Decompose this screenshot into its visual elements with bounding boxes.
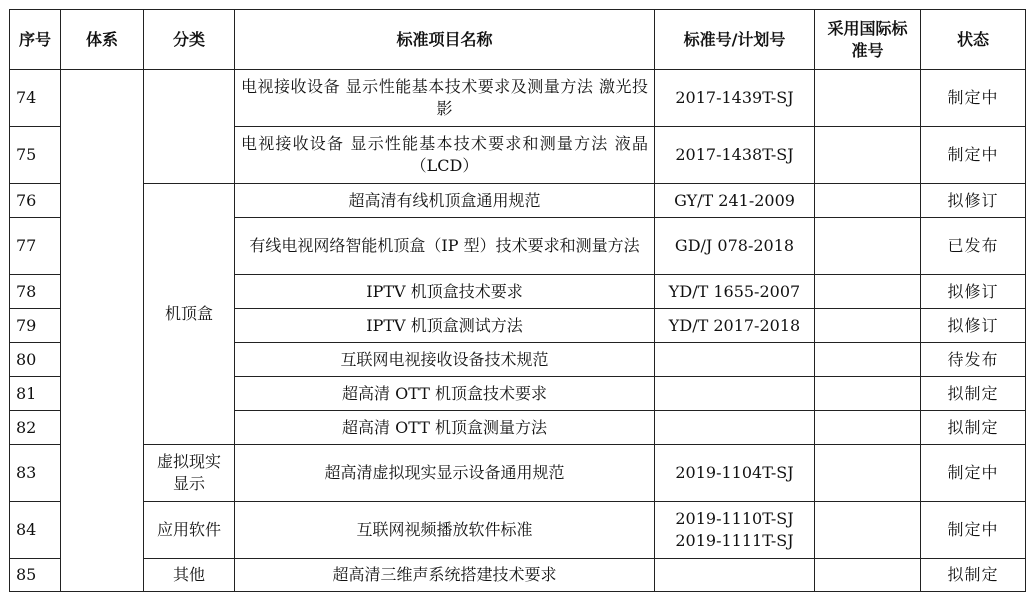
row-index: 84 (10, 502, 61, 559)
header-code: 标准号/计划号 (655, 10, 815, 70)
row-code (655, 377, 815, 411)
row-index: 82 (10, 411, 61, 445)
row-code (655, 502, 815, 559)
row-name: 超高清 OTT 机顶盒技术要求 (235, 377, 655, 411)
category-app-software: 应用软件 (144, 502, 235, 559)
row-index: 77 (10, 218, 61, 275)
row-name: 电视接收设备 显示性能基本技术要求及测量方法 激光投影 (235, 70, 655, 127)
header-name: 标准项目名称 (235, 10, 655, 70)
table-row (10, 502, 1026, 559)
row-index: 85 (10, 559, 61, 592)
row-name: IPTV 机顶盒测试方法 (235, 309, 655, 343)
row-status: 拟修订 (921, 184, 1026, 218)
category-cell-empty (144, 70, 235, 184)
row-index: 83 (10, 445, 61, 502)
row-intl (815, 411, 921, 445)
row-code (655, 343, 815, 377)
row-code: GY/T 241-2009 (655, 184, 815, 218)
row-index: 75 (10, 127, 61, 184)
row-status: 拟修订 (921, 275, 1026, 309)
category-vr-display: 虚拟现实显示 (144, 445, 235, 502)
row-code: YD/T 2017-2018 (655, 309, 815, 343)
table-row (10, 445, 1026, 502)
header-status: 状态 (921, 10, 1026, 70)
row-status: 制定中 (921, 70, 1026, 127)
table-row (10, 70, 1026, 127)
row-name: 超高清 OTT 机顶盒测量方法 (235, 411, 655, 445)
row-status: 拟制定 (921, 559, 1026, 592)
header-intl: 采用国际标准号 (815, 10, 921, 70)
system-cell (61, 70, 144, 592)
row-intl (815, 377, 921, 411)
row-status: 制定中 (921, 502, 1026, 559)
row-intl (815, 70, 921, 127)
table-row (10, 184, 1026, 218)
row-name: 有线电视网络智能机顶盒（IP 型）技术要求和测量方法 (235, 218, 655, 275)
header-row (10, 10, 1026, 70)
row-intl (815, 309, 921, 343)
row-intl (815, 502, 921, 559)
row-code: 2017-1439T-SJ (655, 70, 815, 127)
table-row (10, 559, 1026, 592)
standards-table (9, 9, 1026, 592)
category-set-top-box: 机顶盒 (144, 184, 235, 445)
row-index: 81 (10, 377, 61, 411)
row-intl (815, 559, 921, 592)
row-name: 超高清虚拟现实显示设备通用规范 (235, 445, 655, 502)
row-index: 80 (10, 343, 61, 377)
row-code-line-2: 2019-1111T-SJ (675, 531, 794, 550)
row-index: 74 (10, 70, 61, 127)
row-code: YD/T 1655-2007 (655, 275, 815, 309)
row-name: 互联网视频播放软件标准 (235, 502, 655, 559)
row-status: 已发布 (921, 218, 1026, 275)
row-index: 78 (10, 275, 61, 309)
row-index: 76 (10, 184, 61, 218)
row-code: GD/J 078-2018 (655, 218, 815, 275)
row-intl (815, 218, 921, 275)
row-name: 电视接收设备 显示性能基本技术要求和测量方法 液晶（LCD） (235, 127, 655, 184)
row-code-line-1: 2019-1110T-SJ (675, 509, 794, 528)
category-other: 其他 (144, 559, 235, 592)
row-name: 互联网电视接收设备技术规范 (235, 343, 655, 377)
header-system: 体系 (61, 10, 144, 70)
row-code (655, 411, 815, 445)
header-index: 序号 (10, 10, 61, 70)
row-name: 超高清有线机顶盒通用规范 (235, 184, 655, 218)
row-intl (815, 445, 921, 502)
row-status: 制定中 (921, 127, 1026, 184)
row-intl (815, 343, 921, 377)
row-status: 拟修订 (921, 309, 1026, 343)
row-status: 拟制定 (921, 411, 1026, 445)
row-index: 79 (10, 309, 61, 343)
row-status: 制定中 (921, 445, 1026, 502)
row-code: 2017-1438T-SJ (655, 127, 815, 184)
row-intl (815, 127, 921, 184)
row-name: 超高清三维声系统搭建技术要求 (235, 559, 655, 592)
row-code (655, 559, 815, 592)
row-intl (815, 275, 921, 309)
row-status: 拟制定 (921, 377, 1026, 411)
row-name: IPTV 机顶盒技术要求 (235, 275, 655, 309)
row-code: 2019-1104T-SJ (655, 445, 815, 502)
row-status: 待发布 (921, 343, 1026, 377)
row-intl (815, 184, 921, 218)
header-category: 分类 (144, 10, 235, 70)
